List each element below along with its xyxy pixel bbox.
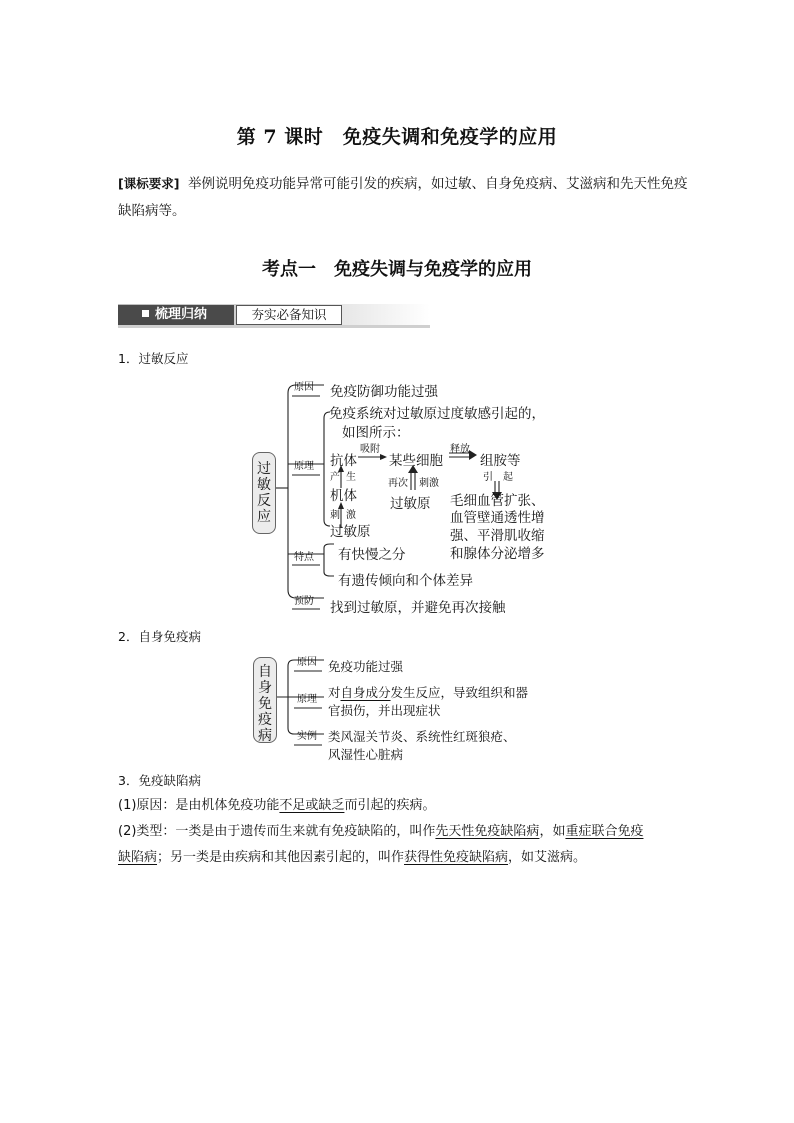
label-stimulate-again: 刺激	[419, 478, 439, 489]
immunodeficiency-cause: (1)原因：是由机体免疫功能不足或缺乏而引起的疾病。	[118, 798, 436, 813]
allergy-feature-1: 有快慢之分	[338, 547, 406, 563]
label-stimulate-2: 激	[346, 510, 356, 521]
effect-line-2: 血管壁通透性增	[450, 510, 545, 526]
immunodeficiency-types: (2)类型：一类是由于遗传而生来就有免疫缺陷的，叫作先天性免疫缺陷病，如重症联合免疫 缺陷病；另一类是由疾病和其他因素引起的，叫作获得性免疫缺陷病，如艾滋病。	[118, 824, 644, 865]
label-adsorb: 吸附	[360, 444, 380, 455]
label-stimulate-1: 刺	[330, 510, 340, 521]
allergy-feature-2: 有遗传倾向和个体差异	[338, 573, 473, 589]
autoimmune-cause: 免疫功能过强	[328, 659, 404, 674]
allergy-prevent-label: 预防	[294, 596, 314, 607]
node-histamine: 组胺等	[480, 453, 521, 469]
banner-right: 夯实必备知识	[236, 305, 342, 325]
allergy-box: 过 敏 反 应	[252, 452, 276, 534]
autoimmune-box: 自 身 免 疫 病	[253, 657, 277, 743]
allergy-feature-label: 特点	[294, 552, 314, 563]
immunodeficiency-heading: 3．免疫缺陷病	[118, 773, 201, 788]
autoimmune-example-label: 实例	[297, 731, 317, 742]
allergy-mechanism-line1: 免疫系统对过敏原过度敏感引起的，	[329, 406, 545, 422]
node-allergen: 过敏原	[330, 524, 371, 540]
allergy-prevent: 找到过敏原，并避免再次接触	[330, 600, 506, 616]
autoimmune-example-line1: 类风湿关节炎、系统性红斑狼疮、	[328, 729, 516, 744]
allergy-cause-label: 原因	[294, 382, 314, 393]
label-again: 再次	[388, 478, 408, 489]
autoimmune-mechanism-label: 原理	[297, 694, 317, 705]
allergy-heading: 1．过敏反应	[118, 351, 189, 366]
page-title: 第 7 课时 免疫失调和免疫学的应用	[236, 126, 558, 148]
node-allergen-again: 过敏原	[390, 496, 431, 512]
autoimmune-cause-label: 原因	[297, 657, 317, 668]
effect-line-1: 毛细血管扩张、	[450, 493, 545, 509]
standard-text: 举例说明免疫功能异常可能引发的疾病，如过敏、自身免疫病、艾滋病和先天性免疫缺陷病等。	[118, 176, 688, 219]
autoimmune-mechanism-line1: 对自身成分发生反应，导致组织和器	[328, 685, 529, 700]
node-antibody: 抗体	[330, 453, 357, 469]
section-title: 考点一 免疫失调与免疫学的应用	[262, 259, 532, 280]
autoimmune-heading: 2．自身免疫病	[118, 629, 201, 644]
standard-tag: [课标要求]	[118, 176, 180, 191]
autoimmune-example-line2: 风湿性心脏病	[328, 747, 404, 762]
label-release: 释放	[450, 444, 470, 455]
node-cells: 某些细胞	[389, 453, 443, 469]
banner-left: 梳理归纳	[118, 305, 234, 325]
node-body: 机体	[330, 488, 357, 504]
autoimmune-mechanism-line2: 官损伤，并出现症状	[328, 703, 441, 718]
allergy-mechanism-line2: 如图所示：	[342, 425, 410, 441]
effect-line-3: 强、平滑肌收缩	[450, 528, 545, 544]
allergy-mechanism-label: 原理	[294, 461, 314, 472]
label-cause-2: 起	[503, 472, 513, 483]
allergy-cause: 免疫防御功能过强	[330, 384, 438, 400]
label-produce-2: 生	[346, 472, 356, 483]
effect-line-4: 和腺体分泌增多	[450, 546, 545, 562]
label-cause-1: 引	[483, 472, 493, 483]
label-produce-1: 产	[330, 472, 340, 483]
